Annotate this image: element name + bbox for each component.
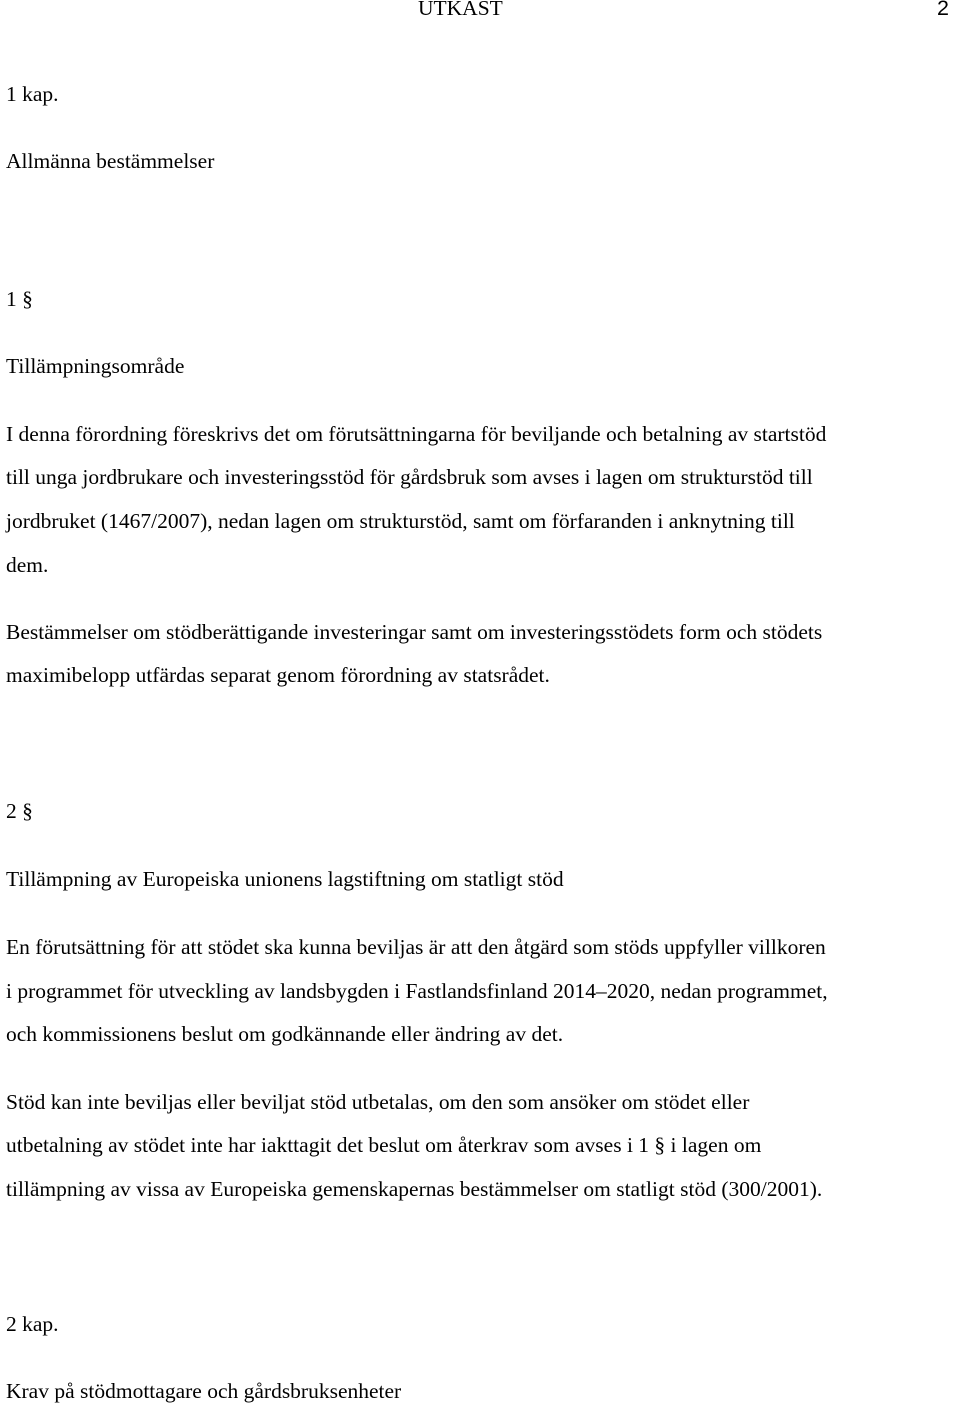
paragraph-line: och kommissionens beslut om godkännande eller ändring av det. bbox=[6, 1022, 564, 1046]
paragraph-line: Stöd kan inte beviljas eller beviljat stöd utbetalas, om den som ansöker om stödet eller bbox=[6, 1090, 750, 1114]
draft-header-label: UTKAST bbox=[418, 0, 503, 20]
paragraph-line: dem. bbox=[6, 553, 49, 577]
chapter-2-title: Krav på stödmottagare och gårdsbruksenheter bbox=[6, 1379, 402, 1403]
paragraph-line: maximibelopp utfärdas separat genom förordning av statsrådet. bbox=[6, 663, 550, 687]
paragraph-line: I denna förordning föreskrivs det om förutsättningarna för beviljande och betalning av startstöd bbox=[6, 422, 827, 446]
section-2-title: Tillämpning av Europeiska unionens lagstiftning om statligt stöd bbox=[6, 867, 564, 891]
chapter-2-label: 2 kap. bbox=[6, 1312, 59, 1336]
section-1-number: 1 § bbox=[6, 287, 33, 311]
section-2-number: 2 § bbox=[6, 799, 33, 823]
paragraph-line: tillämpning av vissa av Europeiska gemenskapernas bestämmelser om statligt stöd (300/2001). bbox=[6, 1177, 823, 1201]
page-number: 2 bbox=[937, 0, 949, 20]
paragraph-line: jordbruket (1467/2007), nedan lagen om strukturstöd, samt om förfaranden i anknytning till bbox=[6, 509, 795, 533]
paragraph-line: En förutsättning för att stödet ska kunna beviljas är att den åtgärd som stöds uppfyller villkoren bbox=[6, 935, 826, 959]
paragraph-line: till unga jordbrukare och investeringsstöd för gårdsbruk som avses i lagen om strukturstöd till bbox=[6, 465, 813, 489]
paragraph-line: i programmet för utveckling av landsbygden i Fastlandsfinland 2014–2020, nedan programmet, bbox=[6, 979, 828, 1003]
section-1-title: Tillämpningsområde bbox=[6, 354, 185, 378]
paragraph-line: utbetalning av stödet inte har iakttagit det beslut om återkrav som avses i 1 § i lagen om bbox=[6, 1133, 762, 1157]
paragraph-line: Bestämmelser om stödberättigande investeringar samt om investeringsstödets form och stödets bbox=[6, 620, 823, 644]
chapter-1-label: 1 kap. bbox=[6, 82, 59, 106]
chapter-1-title: Allmänna bestämmelser bbox=[6, 149, 215, 173]
